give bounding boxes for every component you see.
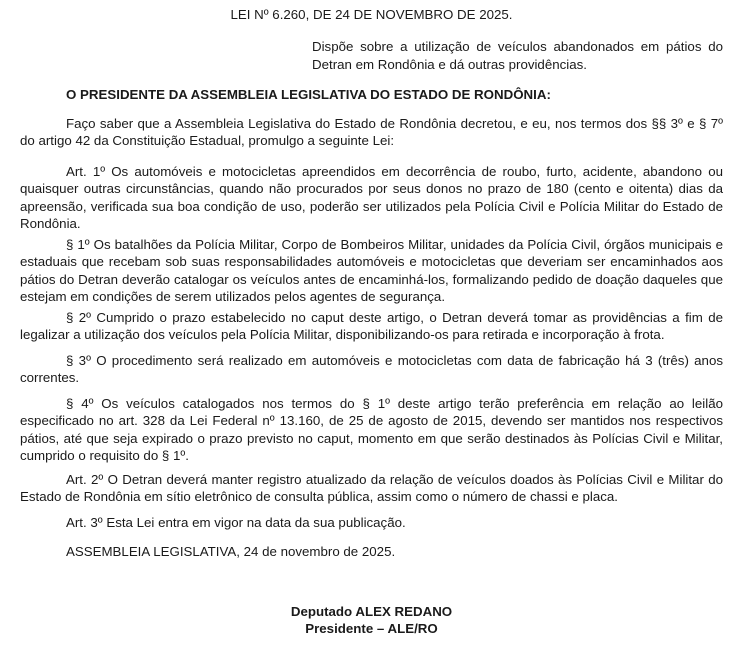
preamble-text: Faço saber que a Assembleia Legislativa do Estado de Rondônia decretou, e eu, nos termos dos §§ 3º e § 7º do artigo 42 da Constituição Estadual, promulgo a seguinte Lei:	[20, 116, 723, 149]
article-2: Art. 2º O Detran deverá manter registro atualizado da relação de veículos doados às Polícias Civil e Militar do Estado de Rondônia em sítio eletrônico de consulta pública, assim como o número de chassi e placa.	[20, 472, 723, 505]
signature-block	[20, 603, 723, 637]
signer-role: Presidente – ALE/RO	[305, 621, 438, 636]
article-1-paragraph-4: § 4º Os veículos catalogados nos termos do § 1º deste artigo terão preferência em relação ao leilão especificado no art. 328 da Lei Federal nº 13.160, de 25 de agosto de 2015, devendo ser mantidos nos respectivos pátios, até que seja expirado o prazo previsto no caput, momento em que serão destinados às Polícias Civil e Militar, cumprido o requisito do § 1º.	[20, 396, 723, 464]
law-ementa: Dispõe sobre a utilização de veículos abandonados em pátios do Detran em Rondônia e dá outras providências.	[312, 39, 723, 72]
article-3: Art. 3º Esta Lei entra em vigor na data da sua publicação.	[66, 515, 406, 530]
article-1: Art. 1º Os automóveis e motocicletas apreendidos em decorrência de roubo, furto, acidente, abandono ou quaisquer outras circunstâncias, quando não procurados por seus donos no prazo de 180 (cento e oitenta) dias da apreensão, verificada sua boa condição de uso, poderão ser utilizados pela Polícia Civil e Polícia Militar do Estado de Rondônia.	[20, 164, 723, 232]
law-title: LEI Nº 6.260, DE 24 DE NOVEMBRO DE 2025.	[230, 7, 513, 22]
article-1-paragraph-2: § 2º Cumprido o prazo estabelecido no caput deste artigo, o Detran deverá tomar as providências a fim de legalizar a utilização dos veículos pela Polícia Militar, disponibilizando-os para retirada e incorporação à frota.	[20, 310, 723, 343]
signer-name: Deputado ALEX REDANO	[290, 604, 453, 619]
preamble-heading: O PRESIDENTE DA ASSEMBLEIA LEGISLATIVA DO ESTADO DE RONDÔNIA:	[66, 87, 551, 102]
article-1-paragraph-1: § 1º Os batalhões da Polícia Militar, Corpo de Bombeiros Militar, unidades da Polícia Civil, órgãos municipais e estaduais que recebam sob suas responsabilidades automóveis e motocicletas que deveriam ser encaminhados aos pátios do Detran deverão catalogar os veículos antes de encaminhá-los, formalizando pedido de doação daqueles que estejam em condições de serem utilizados pelos agentes de segurança.	[20, 237, 723, 305]
article-1-paragraph-3: § 3º O procedimento será realizado em automóveis e motocicletas com data de fabricação há 3 (três) anos correntes.	[20, 353, 723, 386]
place-date: ASSEMBLEIA LEGISLATIVA, 24 de novembro de 2025.	[66, 544, 396, 559]
